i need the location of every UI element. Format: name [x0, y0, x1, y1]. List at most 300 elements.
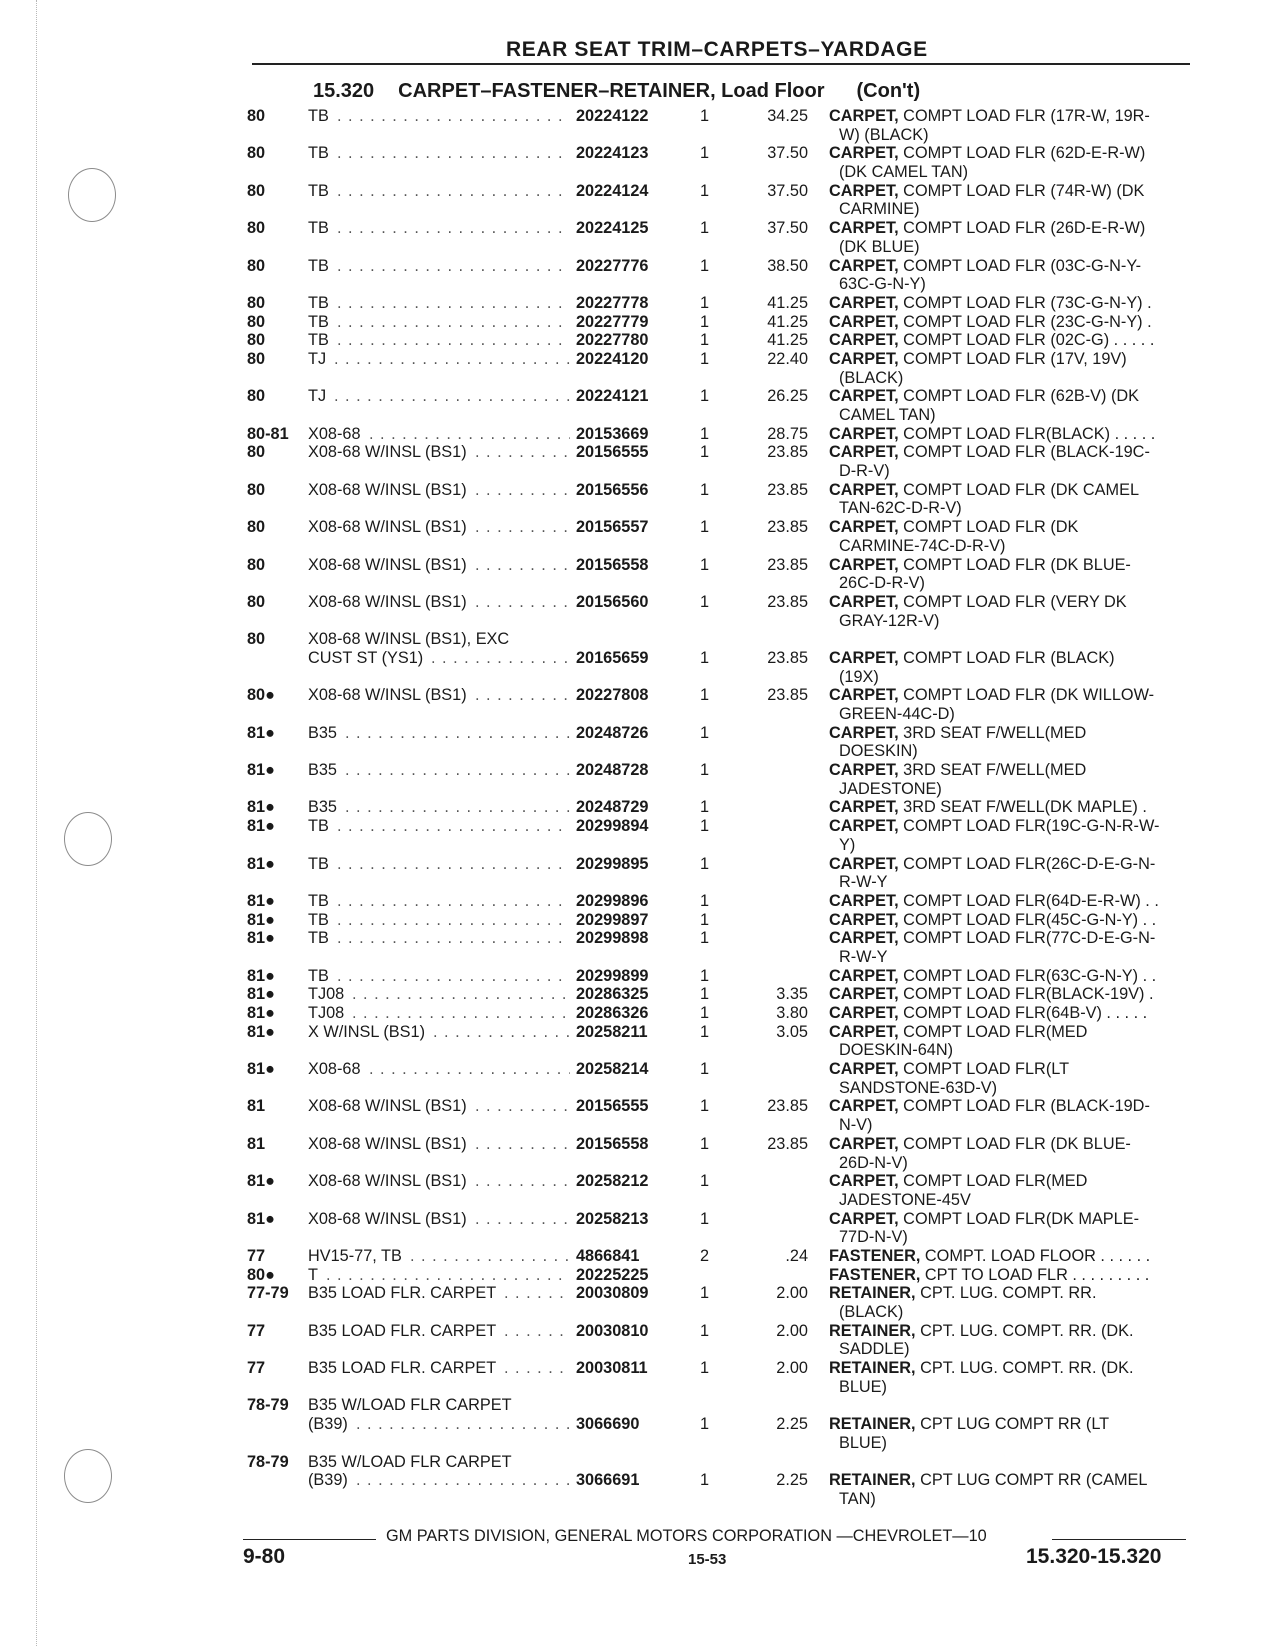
- description: [839, 742, 918, 761]
- description: [839, 200, 920, 219]
- model-usage: HV15-77, TB: [308, 1246, 402, 1265]
- model-usage: B35: [308, 723, 337, 742]
- description: [829, 649, 1115, 668]
- dot-leader: [337, 182, 570, 201]
- description-text: (DK CAMEL TAN): [839, 163, 969, 182]
- description-text: COMPT LOAD FLR (BLACK-19C-: [898, 443, 1150, 462]
- description-text: (19X): [839, 667, 879, 686]
- quantity: 1: [700, 144, 710, 163]
- description: [829, 1210, 1139, 1229]
- year-code: 80: [247, 480, 266, 499]
- dot-leader: [475, 443, 570, 462]
- description: [839, 275, 926, 294]
- table-row: [0, 1060, 1280, 1079]
- description-type: CARPET,: [829, 144, 899, 163]
- dot-leader: [337, 817, 570, 836]
- table-row: [0, 350, 1280, 369]
- table-row: [0, 911, 1280, 930]
- model-usage: (B39): [308, 1415, 348, 1434]
- description-text: COMPT LOAD FLR (26D-E-R-W): [898, 219, 1146, 238]
- price: 38.50: [767, 256, 808, 275]
- description-text: COMPT LOAD FLR(DK MAPLE-: [898, 1209, 1139, 1228]
- description-text: COMPT LOAD FLR (17R-W, 19R-: [898, 107, 1150, 125]
- dot-leader: [337, 331, 570, 350]
- description-text: GRAY-12R-V): [839, 611, 940, 630]
- table-row: [0, 705, 1280, 724]
- description-text: COMPT LOAD FLR(19C-G-N-R-W-: [898, 817, 1160, 836]
- description-text: CPT. LUG. COMPT. RR.: [915, 1284, 1097, 1303]
- dot-leader: [337, 929, 570, 948]
- dot-leader: [475, 1172, 570, 1191]
- price: 26.25: [767, 387, 808, 406]
- description-text: COMPT LOAD FLR(45C-G-N-Y) . .: [898, 910, 1157, 929]
- description: [829, 443, 1150, 462]
- description-type: CARPET,: [829, 1097, 899, 1116]
- table-row: [0, 443, 1280, 462]
- table-row: [0, 612, 1280, 631]
- model-usage: B35 W/LOAD FLR CARPET: [308, 1452, 512, 1471]
- part-number: 20153669: [576, 424, 649, 443]
- description-text: SADDLE): [839, 1340, 910, 1359]
- quantity: 1: [700, 555, 710, 574]
- description-text: COMPT LOAD FLR(MED: [898, 1022, 1088, 1041]
- description-type: CARPET,: [829, 592, 899, 611]
- dot-leader: [334, 387, 570, 406]
- price: 37.50: [767, 144, 808, 163]
- description-text: R-W-Y: [839, 947, 888, 966]
- description-type: CARPET,: [829, 723, 899, 742]
- year-code: 80: [247, 630, 266, 649]
- description-text: 77D-N-V): [839, 1228, 908, 1247]
- model-usage: TB: [308, 144, 329, 163]
- part-number: 20248726: [576, 723, 649, 742]
- quantity: 1: [700, 1415, 710, 1434]
- description: [839, 537, 1005, 556]
- price: 41.25: [767, 312, 808, 331]
- part-number: 20258212: [576, 1172, 649, 1191]
- description-type: CARPET,: [829, 966, 899, 985]
- dot-leader: [352, 985, 570, 1004]
- year-code: 80: [247, 256, 266, 275]
- model-usage: TB: [308, 181, 329, 200]
- dot-leader: [504, 1359, 570, 1378]
- table-row: [0, 1471, 1280, 1490]
- description-text: COMPT LOAD FLR (DK WILLOW-: [898, 686, 1155, 705]
- part-number: 20156558: [576, 1134, 649, 1153]
- description-text: COMPT LOAD FLR(MED: [898, 1172, 1088, 1191]
- quantity: 1: [700, 817, 710, 836]
- table-row: [0, 369, 1280, 388]
- description-text: JADESTONE-45V: [839, 1190, 971, 1209]
- quantity: 1: [700, 1172, 710, 1191]
- part-number: 20030810: [576, 1321, 649, 1340]
- description-type: CARPET,: [829, 1209, 899, 1228]
- year-code: 81●: [247, 1172, 275, 1191]
- description: [829, 518, 1078, 537]
- quantity: 1: [700, 387, 710, 406]
- table-row: [0, 985, 1280, 1004]
- quantity: 1: [700, 181, 710, 200]
- description-type: CARPET,: [829, 985, 899, 1004]
- description: [829, 1284, 1096, 1303]
- description-text: CARMINE): [839, 200, 920, 219]
- table-row: [0, 1079, 1280, 1098]
- description: [839, 1490, 876, 1509]
- dot-leader: [356, 1415, 570, 1434]
- part-number: 20258211: [576, 1022, 648, 1041]
- model-usage: B35 LOAD FLR. CARPET: [308, 1359, 497, 1378]
- price: 2.00: [776, 1321, 808, 1340]
- description: [829, 1471, 1147, 1490]
- year-code: 80: [247, 443, 266, 462]
- quantity: 1: [700, 1097, 710, 1116]
- description-text: COMPT LOAD FLR(BLACK) . . . . .: [898, 424, 1156, 443]
- year-code: 81●: [247, 1004, 275, 1022]
- year-code: 77: [247, 1359, 266, 1378]
- dot-leader: [369, 425, 570, 444]
- price: 23.85: [767, 686, 808, 705]
- year-code: 81●: [247, 723, 275, 742]
- dot-leader: [475, 481, 570, 500]
- dot-leader: [337, 107, 570, 126]
- description: [829, 761, 1086, 780]
- description: [829, 1004, 1147, 1023]
- description-text: JADESTONE): [839, 779, 942, 798]
- model-usage: X08-68 W/INSL (BS1), EXC: [308, 630, 510, 649]
- quantity: 1: [700, 1004, 710, 1022]
- description-type: CARPET,: [829, 219, 899, 238]
- description: [829, 1023, 1087, 1042]
- description: [839, 1191, 971, 1210]
- quantity: 1: [700, 107, 710, 125]
- model-usage: X08-68 W/INSL (BS1): [308, 555, 467, 574]
- description-text: COMPT LOAD FLR (62D-E-R-W): [898, 144, 1146, 163]
- quantity: 1: [700, 1060, 710, 1079]
- description: [829, 892, 1159, 911]
- year-code: 81●: [247, 929, 275, 948]
- year-code: 81●: [247, 854, 275, 873]
- table-row: [0, 1415, 1280, 1434]
- price: 23.85: [767, 555, 808, 574]
- table-row: [0, 593, 1280, 612]
- table-row: [0, 686, 1280, 705]
- part-number: 20299894: [576, 817, 649, 836]
- table-row: [0, 892, 1280, 911]
- description: [839, 499, 962, 518]
- table-row: [0, 238, 1280, 257]
- description: [839, 1228, 908, 1247]
- quantity: 1: [700, 592, 710, 611]
- table-row: [0, 294, 1280, 313]
- part-number: 20224120: [576, 349, 649, 368]
- model-usage: TJ08: [308, 1004, 345, 1022]
- model-usage: T: [308, 1265, 318, 1284]
- part-number: 20286325: [576, 985, 649, 1004]
- year-code: 80: [247, 592, 266, 611]
- model-usage: TB: [308, 817, 329, 836]
- dot-leader: [337, 313, 570, 332]
- description: [839, 1079, 997, 1098]
- description-text: DOESKIN-64N): [839, 1041, 953, 1060]
- description-text: COMPT LOAD FLR(BLACK-19V) .: [898, 985, 1154, 1004]
- description: [829, 1060, 1069, 1079]
- table-row: [0, 313, 1280, 332]
- dot-leader: [345, 724, 570, 743]
- description-type: CARPET,: [829, 387, 899, 406]
- model-usage: X08-68 W/INSL (BS1): [308, 518, 467, 537]
- table-row: [0, 668, 1280, 687]
- description-type: CARPET,: [829, 424, 899, 443]
- table-row: [0, 1004, 1280, 1023]
- quantity: 1: [700, 293, 710, 312]
- description-text: 26C-D-R-V): [839, 574, 925, 593]
- description-text: D-R-V): [839, 462, 890, 481]
- year-code: 80: [247, 107, 266, 125]
- description-type: CARPET,: [829, 107, 899, 125]
- table-row: [0, 948, 1280, 967]
- description: [829, 144, 1145, 163]
- year-code: 80: [247, 555, 266, 574]
- model-usage: B35: [308, 798, 337, 817]
- description-type: CARPET,: [829, 798, 899, 817]
- dot-leader: [334, 350, 570, 369]
- table-row: [0, 425, 1280, 444]
- model-usage: TB: [308, 219, 329, 238]
- table-row: [0, 1359, 1280, 1378]
- dot-leader: [475, 686, 570, 705]
- dot-leader: [337, 892, 570, 911]
- description: [839, 1154, 908, 1173]
- description-text: W) (BLACK): [839, 125, 929, 144]
- year-code: 80: [247, 387, 266, 406]
- description-text: (BLACK): [839, 1303, 904, 1321]
- price: 34.25: [767, 107, 808, 125]
- year-code: 77: [247, 1321, 266, 1340]
- quantity: 1: [700, 331, 710, 350]
- model-usage: CUST ST (YS1): [308, 648, 424, 667]
- description: [839, 1041, 953, 1060]
- title-rule: [252, 63, 1190, 65]
- description-text: COMPT LOAD FLR(77C-D-E-G-N-: [898, 929, 1156, 948]
- model-usage: TB: [308, 331, 329, 350]
- quantity: 1: [700, 985, 710, 1004]
- quantity: 1: [700, 1209, 710, 1228]
- part-number: 20227779: [576, 312, 649, 331]
- description: [839, 574, 925, 593]
- description-text: (DK BLUE): [839, 237, 920, 256]
- table-row: [0, 1172, 1280, 1191]
- continued-label: (Con't): [856, 80, 921, 102]
- description-text: COMPT LOAD FLR (VERY DK: [898, 592, 1127, 611]
- table-row: [0, 144, 1280, 163]
- description: [829, 911, 1156, 930]
- year-code: 80: [247, 331, 266, 350]
- table-row: [0, 275, 1280, 294]
- table-row: [0, 1191, 1280, 1210]
- description: [829, 1359, 1134, 1378]
- description: [839, 705, 955, 724]
- description-text: BLUE): [839, 1433, 887, 1452]
- description-text: 26D-N-V): [839, 1153, 908, 1172]
- price: 2.00: [776, 1284, 808, 1303]
- price: 23.85: [767, 443, 808, 462]
- part-number: 20224124: [576, 181, 649, 200]
- model-usage: TB: [308, 293, 329, 312]
- price: 3.35: [776, 985, 808, 1004]
- table-row: [0, 649, 1280, 668]
- year-code: 81: [247, 1097, 266, 1116]
- description-text: 3RD SEAT F/WELL(DK MAPLE) .: [898, 798, 1147, 817]
- description: [829, 929, 1155, 948]
- description-text: COMPT LOAD FLR (62B-V) (DK: [898, 387, 1139, 406]
- description: [829, 331, 1154, 350]
- dot-leader: [475, 518, 570, 537]
- year-code: 80: [247, 518, 266, 537]
- price: 2.25: [776, 1471, 808, 1490]
- description-type: RETAINER,: [829, 1359, 916, 1378]
- dot-leader: [504, 1284, 570, 1303]
- year-code: 80: [247, 312, 266, 331]
- table-row: [0, 873, 1280, 892]
- year-code: 81●: [247, 1060, 275, 1079]
- table-row: [0, 499, 1280, 518]
- quantity: 1: [700, 910, 710, 929]
- description-type: CARPET,: [829, 817, 899, 836]
- description-text: COMPT LOAD FLR(26C-D-E-G-N-: [898, 854, 1156, 873]
- model-usage: X W/INSL (BS1): [308, 1022, 426, 1041]
- quantity: 1: [700, 648, 710, 667]
- part-number: 3066691: [576, 1471, 640, 1490]
- dot-leader: [356, 1471, 570, 1490]
- model-usage: TB: [308, 107, 329, 125]
- description-type: RETAINER,: [829, 1321, 916, 1340]
- part-number: 20227776: [576, 256, 649, 275]
- model-usage: X08-68 W/INSL (BS1): [308, 1172, 467, 1191]
- description-type: RETAINER,: [829, 1415, 916, 1434]
- description-text: CPT. LUG. COMPT. RR. (DK.: [915, 1359, 1134, 1378]
- table-row: [0, 1303, 1280, 1322]
- description: [839, 612, 939, 631]
- quantity: 1: [700, 798, 710, 817]
- page-title: REAR SEAT TRIM–CARPETS–YARDAGE: [506, 38, 928, 61]
- part-number: 20258213: [576, 1209, 649, 1228]
- quantity: 1: [700, 1134, 710, 1153]
- model-usage: B35 LOAD FLR. CARPET: [308, 1284, 497, 1303]
- quantity: 1: [700, 480, 710, 499]
- description-text: COMPT LOAD FLR (73C-G-N-Y) .: [898, 293, 1152, 312]
- year-code: 81●: [247, 966, 275, 985]
- model-usage: TB: [308, 966, 329, 985]
- quantity: 1: [700, 891, 710, 910]
- description-text: CAMEL TAN): [839, 406, 936, 424]
- dot-leader: [475, 593, 570, 612]
- description: [829, 967, 1156, 986]
- model-usage: X08-68 W/INSL (BS1): [308, 480, 467, 499]
- price: 23.85: [767, 648, 808, 667]
- description-text: CPT. LUG. COMPT. RR. (DK.: [915, 1321, 1134, 1340]
- table-row: [0, 257, 1280, 276]
- part-number: 4866841: [576, 1246, 640, 1265]
- description-text: CPT TO LOAD FLR . . . . . . . . .: [920, 1265, 1150, 1284]
- model-usage: X08-68: [308, 424, 361, 443]
- dot-leader: [337, 294, 570, 313]
- table-row: [0, 742, 1280, 761]
- dot-leader: [337, 219, 570, 238]
- description-text: COMPT LOAD FLR (74R-W) (DK: [898, 181, 1145, 200]
- description-type: CARPET,: [829, 686, 899, 705]
- price: 23.85: [767, 1134, 808, 1153]
- description: [839, 668, 879, 687]
- part-number: 20224122: [576, 107, 649, 125]
- table-row: [0, 1135, 1280, 1154]
- year-code: 81●: [247, 761, 275, 780]
- year-code: 81●: [247, 910, 275, 929]
- table-row: [0, 1340, 1280, 1359]
- table-row: [0, 331, 1280, 350]
- year-code: 81●: [247, 798, 275, 817]
- model-usage: TB: [308, 929, 329, 948]
- table-row: [0, 387, 1280, 406]
- year-code: 80●: [247, 686, 275, 705]
- model-usage: X08-68 W/INSL (BS1): [308, 592, 467, 611]
- quantity: 1: [700, 723, 710, 742]
- description: [829, 556, 1131, 575]
- description-type: CARPET,: [829, 1060, 899, 1079]
- description-text: TAN): [839, 1489, 876, 1508]
- description-text: CPT LUG COMPT RR (LT: [915, 1415, 1110, 1434]
- dot-leader: [337, 855, 570, 874]
- section-heading: [313, 80, 920, 103]
- quantity: 1: [700, 929, 710, 948]
- dot-leader: [337, 911, 570, 930]
- description-type: CARPET,: [829, 1004, 899, 1022]
- table-row: [0, 798, 1280, 817]
- table-row: [0, 518, 1280, 537]
- part-number: 20248728: [576, 761, 649, 780]
- quantity: 2: [700, 1246, 710, 1265]
- section-title: CARPET–FASTENER–RETAINER, Load Floor: [398, 80, 825, 102]
- dot-leader: [410, 1247, 570, 1266]
- description: [829, 219, 1145, 238]
- quantity: 1: [700, 1284, 710, 1303]
- table-row: [0, 1490, 1280, 1509]
- year-code: 80●: [247, 1265, 275, 1284]
- table-row: [0, 1378, 1280, 1397]
- dot-leader: [326, 1266, 570, 1285]
- model-usage: X08-68: [308, 1060, 361, 1079]
- description-type: CARPET,: [829, 256, 899, 275]
- description: [829, 798, 1147, 817]
- price: 23.85: [767, 480, 808, 499]
- model-usage: X08-68 W/INSL (BS1): [308, 686, 467, 705]
- description: [829, 855, 1155, 874]
- table-row: [0, 1434, 1280, 1453]
- year-code: 80-81: [247, 424, 289, 443]
- price: 23.85: [767, 592, 808, 611]
- quantity: 1: [700, 256, 710, 275]
- part-number: 20258214: [576, 1060, 649, 1079]
- quantity: 1: [700, 424, 710, 443]
- footer-rule: [1052, 1539, 1186, 1540]
- year-code: 80: [247, 144, 266, 163]
- description: [839, 462, 890, 481]
- description: [829, 481, 1139, 500]
- description: [839, 406, 936, 425]
- table-row: [0, 855, 1280, 874]
- description-type: CARPET,: [829, 648, 899, 667]
- part-number: 20156558: [576, 555, 649, 574]
- price: 37.50: [767, 219, 808, 238]
